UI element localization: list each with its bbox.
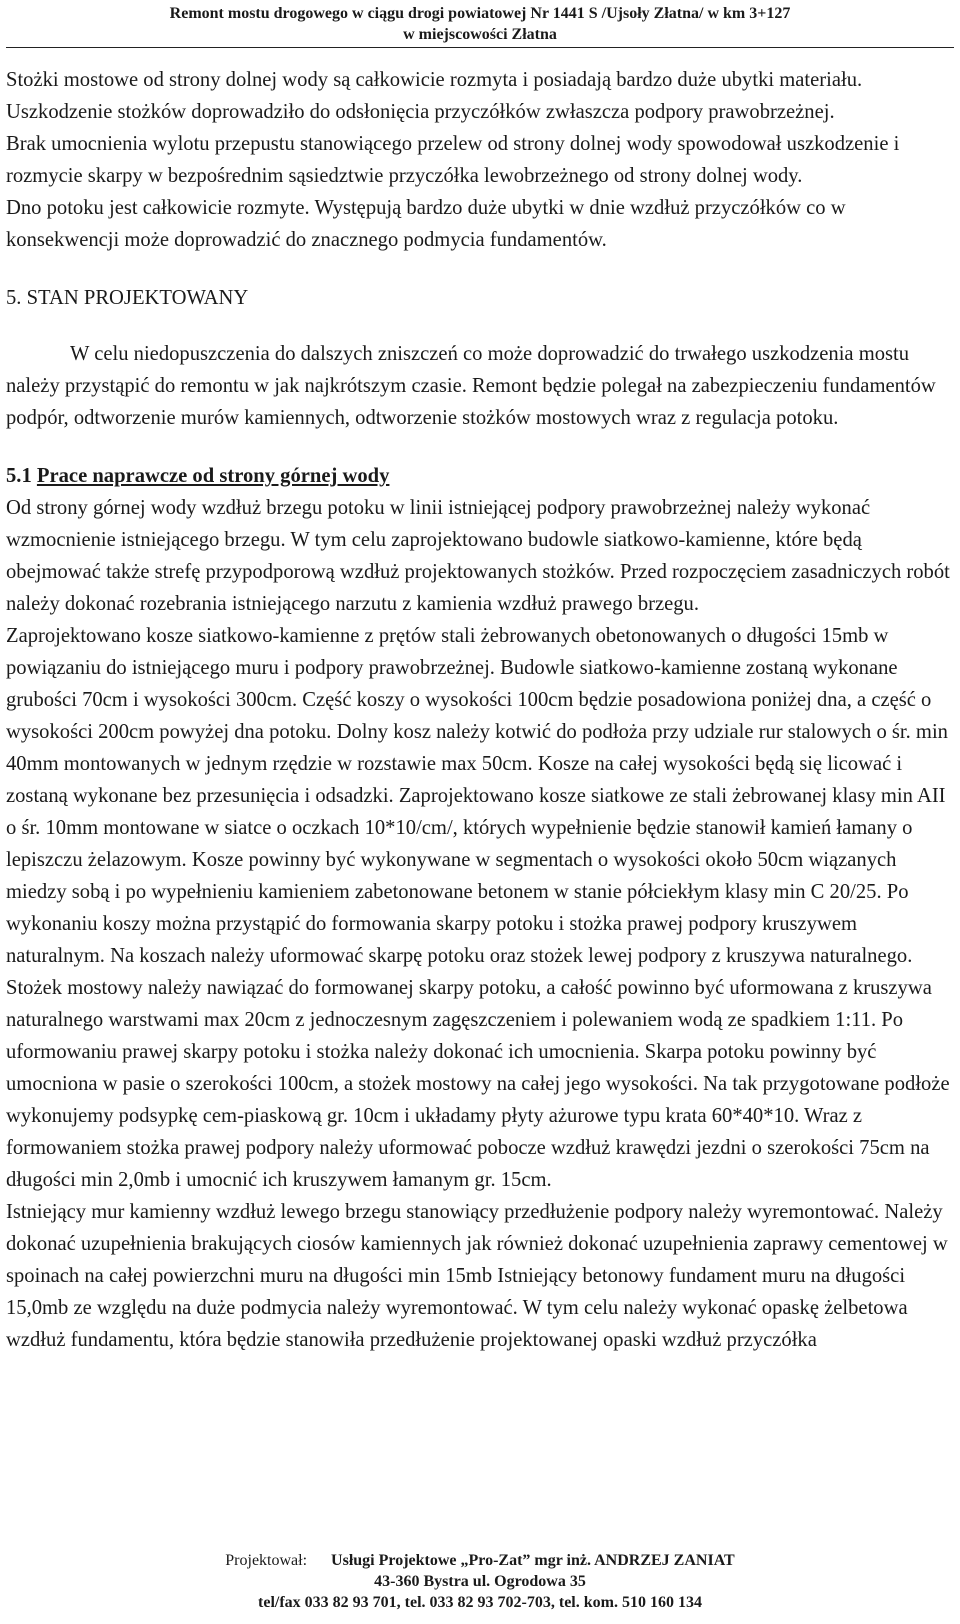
paragraph-cel-remontu: W celu niedopuszczenia do dalszych zniszczeń co może doprowadzić do trwałego uszkodzenia mostu należy przystąpić do remontu w jak najkrótszym czasie. Remont będzie polegał na zabezpieczeniu fundamentów podpór, odtworzenie murów kamiennych, odtworzenie stożków mostowych wraz z regulacja potoku. — [6, 343, 936, 429]
paragraph-wzmocnienie-brzegu: Od strony górnej wody wzdłuż brzegu potoku w linii istniejącej podpory prawobrzeżnej należy wykonać wzmocnienie istniejącego brzegu. W tym celu zaprojektowano budowle siatkowo-kamienne, które będą obejmować także strefę przypodporową wzdłuż projektowanych stożków. Przed rozpoczęciem zasadniczych robót należy dokonać rozebrania istniejącego narzutu z kamienia wzdłuż prawego brzegu. — [6, 497, 950, 615]
header-location-line: w miejscowości Złatna — [403, 26, 557, 43]
paragraph-kosze-siatkowe: Zaprojektowano kosze siatkowo-kamienne z prętów stali żebrowanych obetonowanych o długości 15mb w powiązaniu do istniejącego muru i podpory prawobrzeżnej. Budowle siatkowo-kamienne zostaną wykonane grubości 70cm i wysokości 300cm. Część koszy o wysokości 100cm będzie posadowiona poniżej dna, a część o wysokości 200cm powyżej dna potoku. Dolny kosz należy kotwić do podłoża przy udziale rur stalowych o śr. min 40mm montowanych w jednym rzędzie w rozstawie max 50cm. Kosze na całej wysokości będą się licować i zostaną wykonane bez przesunięcia i odsadzki. Zaprojektowano kosze siatkowe ze stali żebrowanej klasy min AII o śr. 10mm montowane w siatce o oczkach 10*10/cm/, których wypełnienie będzie stanowił kamień łamany o lepiszczu żelazowym. Kosze powinny być wykonywane w segmentach o wysokości około 50cm wiązanych miedzy sobą i po wypełnieniu kamieniem zabetonowane betonem w stanie półciekłym klasy min C 20/25. Po wykonaniu koszy można przystąpić do formowania skarpy potoku i stożka prawej podpory kruszywem naturalnym. Na koszach należy uformować skarpę potoku oraz stożek lewej podpory z kruszywa naturalnego. Stożek mostowy należy nawiązać do formowanej skarpy potoku, a całość powinno być uformowana z kruszywa naturalnego warstwami max 20cm z jednoczesnym zagęszczeniem i polewaniem wodą ze spadkiem 1:11. Po uformowaniu prawej skarpy potoku i stożka należy dokonać ich umocnienia. Skarpa potoku powinny być umocniona w pasie o szerokości 100cm, a stożek mostowy na całej jego wysokości. Na tak przygotowane podłoże wykonujemy podsypkę cem-piaskową gr. 10cm i układamy płyty ażurowe typu krata 60*40*10. Wraz z formowaniem stożka prawej podpory należy uformować pobocze wzdłuż krawędzi jezdni o szerokości 75cm na długości min 2,0mb i umocnić ich kruszywem łamanym gr. 15cm. — [6, 625, 950, 1191]
footer-firm-name: Usługi Projektowe „Pro-Zat” mgr inż. ANDRZEJ ZANIAT — [331, 1552, 735, 1569]
paragraph-mur-kamienny: Istniejący mur kamienny wzdłuż lewego brzegu stanowiący przedłużenie podpory należy wyremontować. Należy dokonać uzupełnienia brakujących ciosów kamiennych jak również dokonać uzupełnienia zaprawy cementowej w spoinach na całej powierzchni muru na długości min 15mb Istniejący betonowy fundament muru na długości 15,0mb ze względu na duże podmycia należy wyremontować. W tym celu należy wykonać opaskę żelbetowa wzdłuż fundamentu, która będzie stanowiła przedłużenie projektowanej opaski wzdłuż przyczółka — [6, 1201, 948, 1351]
paragraph-umocnienie: Brak umocnienia wylotu przepustu stanowiącego przelew od strony dolnej wody spowodował uszkodzenie i rozmycie skarpy w bezpośrednim sąsiedztwie przyczółka lewobrzeżnego od strony dolnej wody. — [6, 133, 900, 187]
paragraph-dno-potoku: Dno potoku jest całkowicie rozmyte. Występują bardzo duże ubytki w dnie wzdłuż przyczółków co w konsekwencji może doprowadzić do znacznego podmycia fundamentów. — [6, 197, 846, 251]
subsection-heading-prace-naprawcze — [6, 460, 956, 492]
document-body — [6, 64, 956, 1356]
subsection-title: Prace naprawcze od strony górnej wody — [36, 465, 390, 487]
page-header — [0, 3, 960, 45]
header-divider — [6, 47, 954, 48]
section-heading-stan-projektowany: 5. STAN PROJEKTOWANY — [6, 287, 249, 309]
footer-designer-line — [0, 1550, 960, 1571]
paragraph-stozki: Stożki mostowe od strony dolnej wody są całkowicie rozmyta i posiadają bardzo duże ubytki materiału. Uszkodzenie stożków doprowadziło do odsłonięcia przyczółków zwłaszcza podpory prawobrzeżnej. — [6, 69, 863, 123]
header-title-line: Remont mostu drogowego w ciągu drogi powiatowej Nr 1441 S /Ujsoły Złatna/ w km 3+127 — [169, 5, 791, 22]
footer-address: 43-360 Bystra ul. Ogrodowa 35 — [374, 1573, 586, 1590]
footer-phones: tel/fax 033 82 93 701, tel. 033 82 93 702-703, tel. kom. 510 160 134 — [258, 1594, 702, 1611]
footer-label: Projektował: — [225, 1552, 308, 1569]
page-footer — [0, 1550, 960, 1613]
subsection-number: 5.1 — [6, 465, 32, 487]
